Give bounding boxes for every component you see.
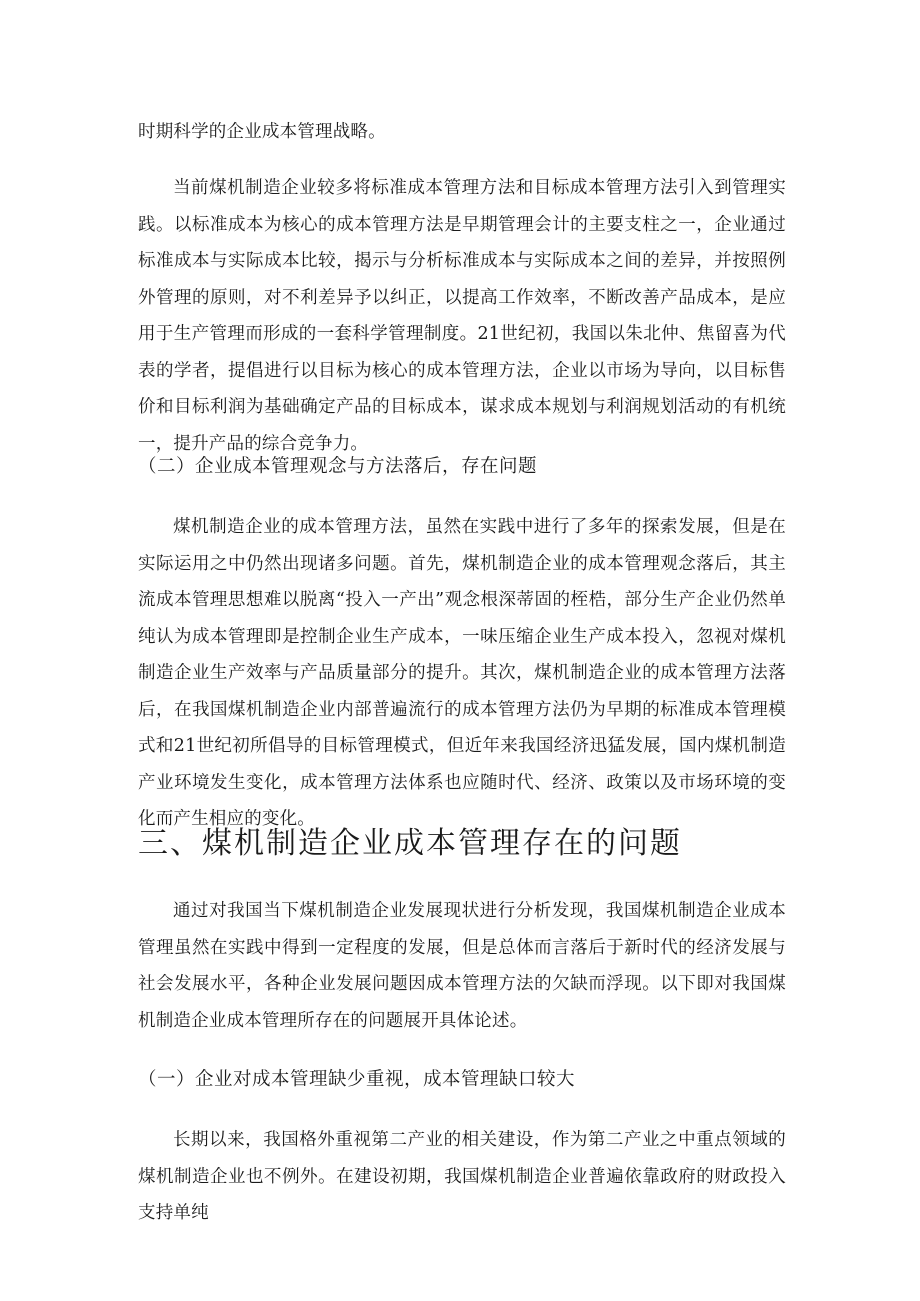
paragraph-backward-methods: 煤机制造企业的成本管理方法，虽然在实践中进行了多年的探索发展，但是在实际运用之中仍然出现诸多问题。首先，煤机制造企业的成本管理观念落后，其主流成本管理思想难以脱离“投入一产出”观念根深蒂固的桎梏，部分生产企业仍然单纯认为成本管理即是控制企业生产成本，一味压缩企业生产成本投入，忽视对煤机制造企业生产效率与产品质量部分的提升。其次，煤机制造企业的成本管理方法落后，在我国煤机制造企业内部普遍流行的成本管理方法仍为早期的标准成本管理模式和21世纪初所倡导的目标管理模式，但近年来我国经济迅猛发展，国内煤机制造产业环境发生变化，成本管理方法体系也应随时代、经济、政策以及市场环境的变化而产生相应的变化。	[138, 517, 786, 829]
paragraph-problem-intro: 通过对我国当下煤机制造企业发展现状进行分析发现，我国煤机制造企业成本管理虽然在实践中得到一定程度的发展，但是总体而言落后于新时代的经济发展与社会发展水平，各种企业发展问题因成本管理方法的欠缺而浮现。以下即对我国煤机制造企业成本管理所存在的问题展开具体论述。	[138, 901, 786, 1031]
section-subheading-1: （一）企业对成本管理缺少重视，成本管理缺口较大	[138, 1069, 576, 1090]
section-subheading-2: （二）企业成本管理观念与方法落后，存在问题	[138, 456, 538, 477]
section-heading-3: 三、煤机制造企业成本管理存在的问题	[138, 826, 682, 861]
paragraph-cost-methods: 当前煤机制造企业较多将标准成本管理方法和目标成本管理方法引入到管理实践。以标准成本为核心的成本管理方法是早期管理会计的主要支柱之一，企业通过标准成本与实际成本比较，揭示与分析标准成本与实际成本之间的差异，并按照例外管理的原则，对不利差异予以纠正，以提高工作效率，不断改善产品成本，是应用于生产管理而形成的一套科学管理制度。21世纪初，我国以朱北仲、焦留喜为代表的学者，提倡进行以目标为核心的成本管理方法，企业以市场为导向，以目标售价和目标利润为基础确定产品的目标成本，谋求成本规划与利润规划活动的有机统一，提升产品的综合竞争力。	[138, 178, 786, 454]
paragraph-lack-of-attention: 长期以来，我国格外重视第二产业的相关建设，作为第二产业之中重点领域的煤机制造企业也不例外。在建设初期，我国煤机制造企业普遍依靠政府的财政投入支持单纯	[138, 1130, 786, 1223]
paragraph-continuation: 时期科学的企业成本管理战略。	[138, 122, 386, 142]
